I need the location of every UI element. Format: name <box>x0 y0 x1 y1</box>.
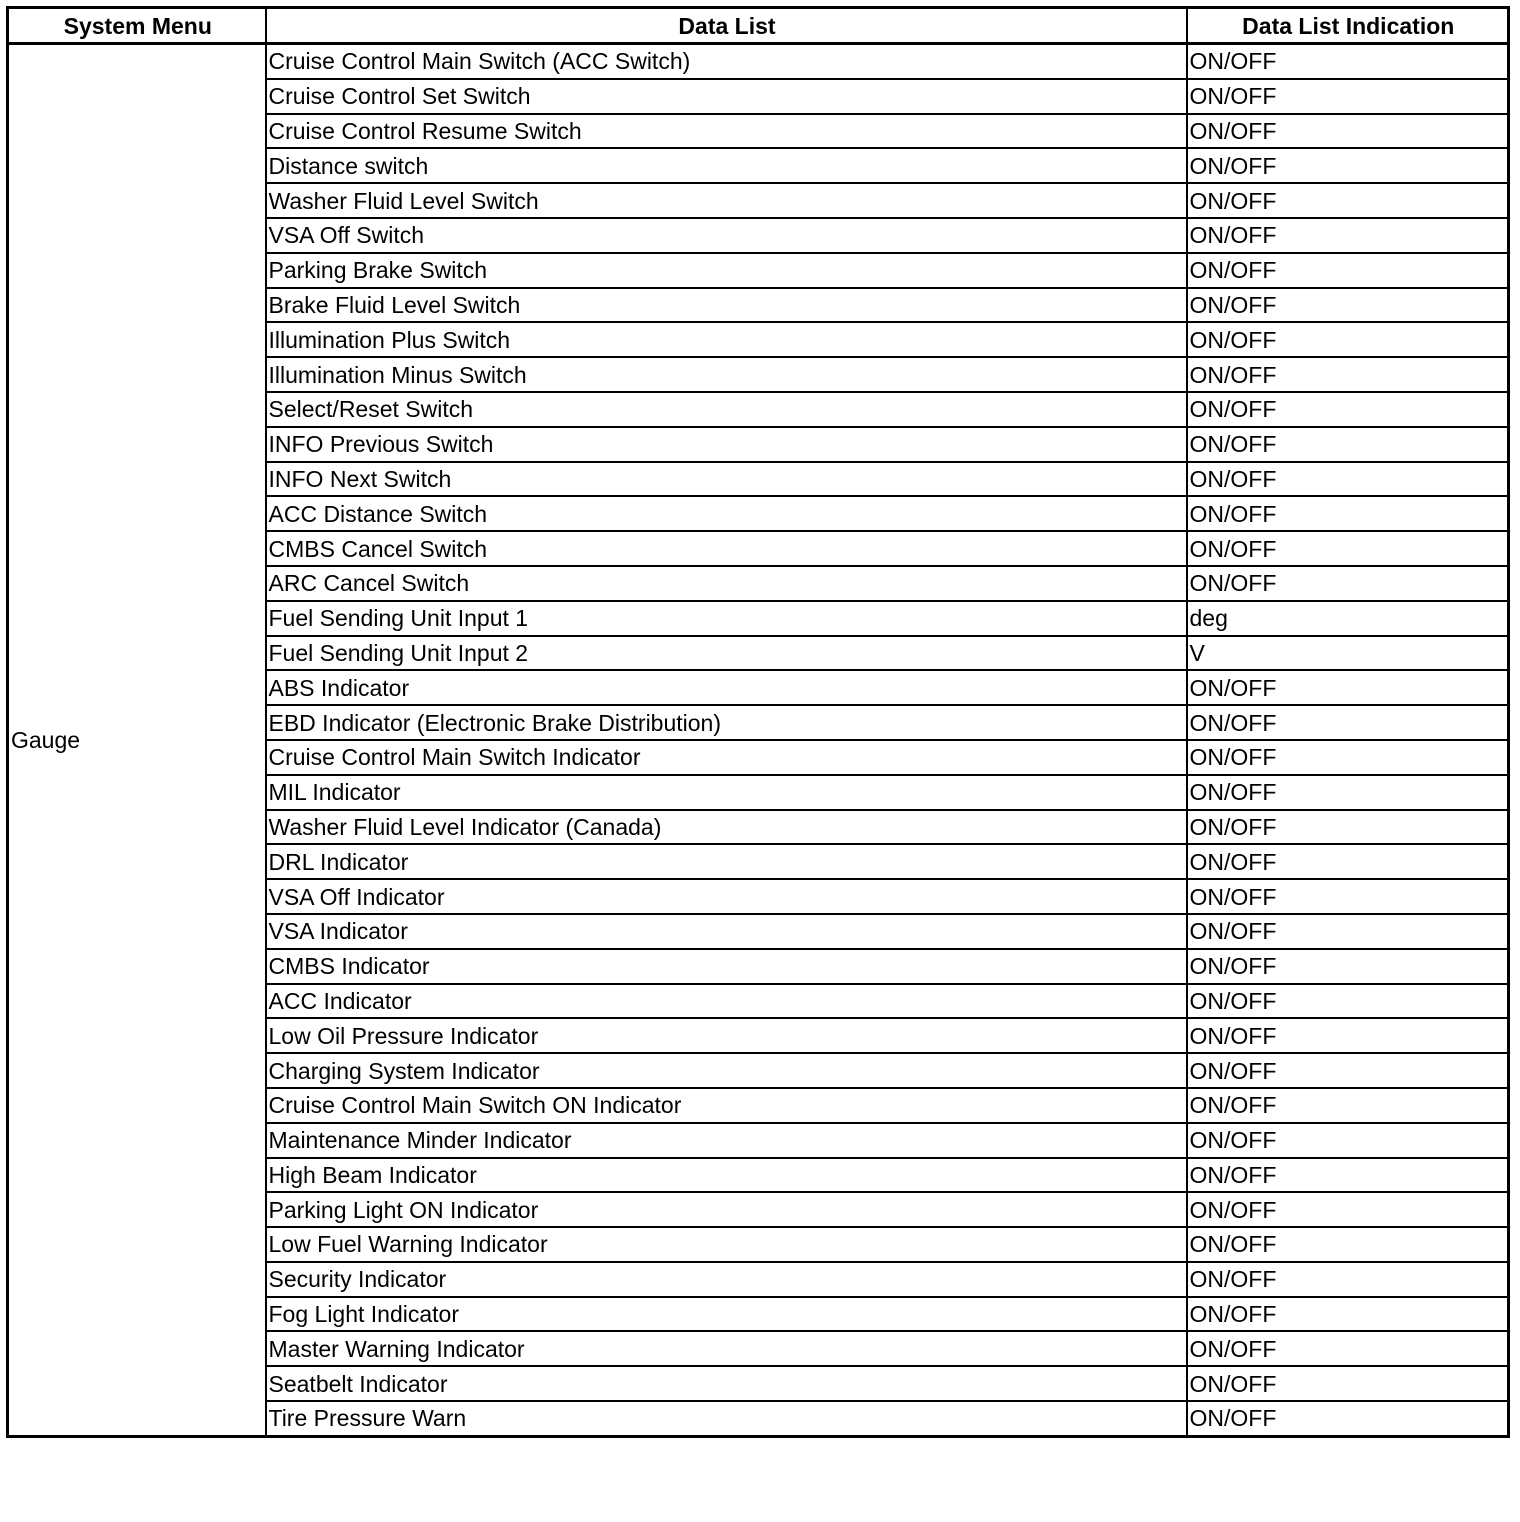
data-list-item: Fog Light Indicator <box>266 1297 1187 1332</box>
data-list-item: Cruise Control Main Switch Indicator <box>266 740 1187 775</box>
table-row <box>8 44 1509 79</box>
data-list-indication: ON/OFF <box>1187 566 1509 601</box>
data-list-indication: ON/OFF <box>1187 844 1509 879</box>
data-list-item: Cruise Control Set Switch <box>266 79 1187 114</box>
data-list-item: CMBS Cancel Switch <box>266 531 1187 566</box>
data-list-item: DRL Indicator <box>266 844 1187 879</box>
data-list-indication: ON/OFF <box>1187 1331 1509 1366</box>
data-list-indication: ON/OFF <box>1187 1227 1509 1262</box>
data-list-indication: ON/OFF <box>1187 1192 1509 1227</box>
data-list-item: Low Fuel Warning Indicator <box>266 1227 1187 1262</box>
data-list-item: Seatbelt Indicator <box>266 1366 1187 1401</box>
data-list-indication: ON/OFF <box>1187 775 1509 810</box>
data-list-item: Select/Reset Switch <box>266 392 1187 427</box>
data-list-indication: ON/OFF <box>1187 253 1509 288</box>
data-list-item: Parking Brake Switch <box>266 253 1187 288</box>
data-list-indication: ON/OFF <box>1187 949 1509 984</box>
data-list-item: Security Indicator <box>266 1262 1187 1297</box>
data-list-indication: ON/OFF <box>1187 1053 1509 1088</box>
data-list-item: Fuel Sending Unit Input 2 <box>266 636 1187 671</box>
data-list-indication: ON/OFF <box>1187 1158 1509 1193</box>
data-list-indication: ON/OFF <box>1187 740 1509 775</box>
data-list-indication: ON/OFF <box>1187 1262 1509 1297</box>
data-list-item: Cruise Control Resume Switch <box>266 114 1187 149</box>
data-list-indication: ON/OFF <box>1187 148 1509 183</box>
data-list-item: Maintenance Minder Indicator <box>266 1123 1187 1158</box>
data-list-item: MIL Indicator <box>266 775 1187 810</box>
header-row <box>8 8 1509 44</box>
data-list-indication: ON/OFF <box>1187 114 1509 149</box>
data-list-item: Fuel Sending Unit Input 1 <box>266 601 1187 636</box>
data-list-indication: ON/OFF <box>1187 705 1509 740</box>
data-list-indication: ON/OFF <box>1187 427 1509 462</box>
data-list-indication: ON/OFF <box>1187 496 1509 531</box>
data-list-indication: ON/OFF <box>1187 218 1509 253</box>
data-list-indication: ON/OFF <box>1187 288 1509 323</box>
data-list-table <box>6 6 1510 1438</box>
data-list-item: EBD Indicator (Electronic Brake Distribution) <box>266 705 1187 740</box>
data-list-indication: ON/OFF <box>1187 44 1509 79</box>
header-data-list-indication: Data List Indication <box>1187 8 1509 44</box>
data-list-item: Washer Fluid Level Indicator (Canada) <box>266 810 1187 845</box>
data-list-indication: ON/OFF <box>1187 1297 1509 1332</box>
data-list-indication: ON/OFF <box>1187 531 1509 566</box>
data-list-indication: ON/OFF <box>1187 1018 1509 1053</box>
data-list-item: Charging System Indicator <box>266 1053 1187 1088</box>
data-list-item: Washer Fluid Level Switch <box>266 183 1187 218</box>
data-list-item: Tire Pressure Warn <box>266 1401 1187 1436</box>
table-body <box>8 44 1509 1437</box>
data-list-indication: ON/OFF <box>1187 1088 1509 1123</box>
data-list-item: INFO Next Switch <box>266 462 1187 497</box>
data-list-indication: ON/OFF <box>1187 984 1509 1019</box>
data-list-indication: ON/OFF <box>1187 670 1509 705</box>
data-list-item: ABS Indicator <box>266 670 1187 705</box>
system-menu-cell: Gauge <box>8 44 266 1437</box>
data-list-indication: ON/OFF <box>1187 810 1509 845</box>
data-list-indication: ON/OFF <box>1187 1123 1509 1158</box>
data-list-item: ACC Distance Switch <box>266 496 1187 531</box>
data-list-item: High Beam Indicator <box>266 1158 1187 1193</box>
data-list-item: Distance switch <box>266 148 1187 183</box>
data-list-indication: ON/OFF <box>1187 462 1509 497</box>
data-list-indication: V <box>1187 636 1509 671</box>
data-list-indication: ON/OFF <box>1187 1401 1509 1436</box>
data-list-indication: ON/OFF <box>1187 392 1509 427</box>
data-list-indication: ON/OFF <box>1187 1366 1509 1401</box>
data-list-item: Brake Fluid Level Switch <box>266 288 1187 323</box>
data-list-indication: ON/OFF <box>1187 79 1509 114</box>
data-list-indication: ON/OFF <box>1187 914 1509 949</box>
header-data-list: Data List <box>266 8 1187 44</box>
data-list-item: VSA Indicator <box>266 914 1187 949</box>
data-list-indication: ON/OFF <box>1187 322 1509 357</box>
data-list-item: VSA Off Indicator <box>266 879 1187 914</box>
data-list-item: INFO Previous Switch <box>266 427 1187 462</box>
data-list-item: Illumination Minus Switch <box>266 357 1187 392</box>
data-list-item: Illumination Plus Switch <box>266 322 1187 357</box>
data-list-item: CMBS Indicator <box>266 949 1187 984</box>
data-list-indication: ON/OFF <box>1187 879 1509 914</box>
data-list-item: VSA Off Switch <box>266 218 1187 253</box>
data-list-item: Master Warning Indicator <box>266 1331 1187 1366</box>
data-list-indication: deg <box>1187 601 1509 636</box>
data-list-item: Cruise Control Main Switch (ACC Switch) <box>266 44 1187 79</box>
data-list-item: ACC Indicator <box>266 984 1187 1019</box>
data-list-item: Cruise Control Main Switch ON Indicator <box>266 1088 1187 1123</box>
data-list-item: Parking Light ON Indicator <box>266 1192 1187 1227</box>
data-list-item: ARC Cancel Switch <box>266 566 1187 601</box>
header-system-menu: System Menu <box>8 8 266 44</box>
data-list-item: Low Oil Pressure Indicator <box>266 1018 1187 1053</box>
data-list-indication: ON/OFF <box>1187 357 1509 392</box>
data-list-indication: ON/OFF <box>1187 183 1509 218</box>
